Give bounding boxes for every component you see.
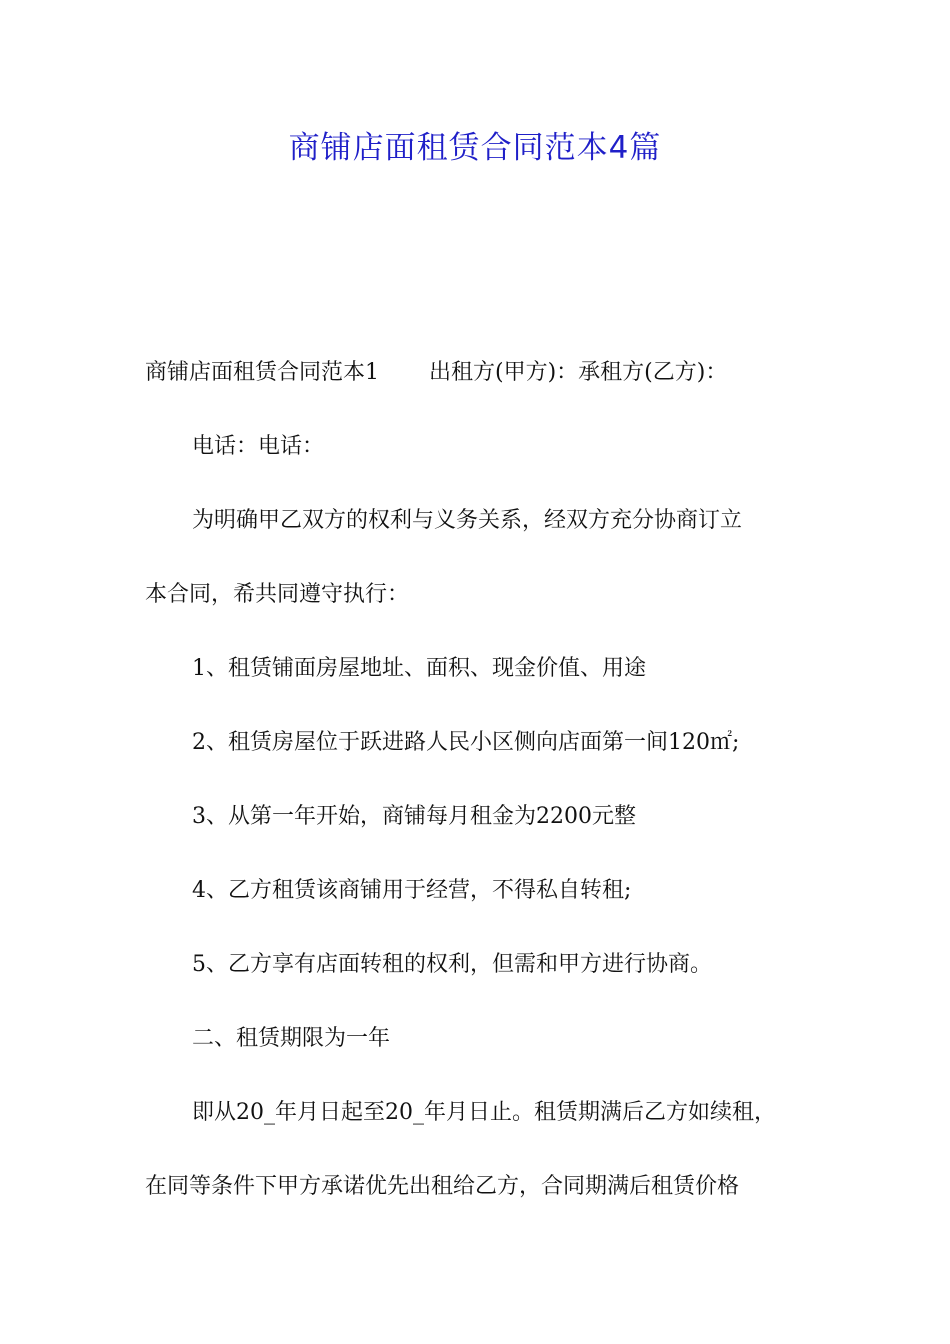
clause-line: 3、从第一年开始，商铺每月租金为2200元整 xyxy=(192,804,636,829)
clause-line: 1、租赁铺面房屋地址、面积、现金价值、用途 xyxy=(192,656,646,681)
section-heading: 商铺店面租赁合同范本1 xyxy=(145,360,379,385)
paragraph-line: 为明确甲乙双方的权利与义务关系，经双方充分协商订立 xyxy=(192,508,743,533)
paragraph-line: 即从20_年月日起至20_年月日止。租赁期满后乙方如续租， xyxy=(192,1100,776,1125)
paragraph-line xyxy=(145,336,835,410)
section-heading-line: 二、租赁期限为一年 xyxy=(192,1026,391,1051)
clause-line: 5、乙方享有店面转租的权利，但需和甲方进行协商。 xyxy=(192,952,712,977)
paragraph-line: 本合同，希共同遵守执行： xyxy=(145,582,410,607)
document-title: 商铺店面租赁合同范本4篇 xyxy=(288,130,662,166)
document-body xyxy=(145,336,835,1224)
clause-line: 2、租赁房屋位于跃进路人民小区侧向店面第一间120㎡; xyxy=(192,730,740,755)
paragraph-line: 在同等条件下甲方承诺优先出租给乙方，合同期满后租赁价格 xyxy=(145,1174,740,1199)
clause-line: 4、乙方租赁该商铺用于经营，不得私自转租; xyxy=(192,878,632,903)
paragraph-line: 电话：电话： xyxy=(192,434,325,459)
parties-label: 出租方(甲方)：承租方(乙方)： xyxy=(429,360,728,385)
